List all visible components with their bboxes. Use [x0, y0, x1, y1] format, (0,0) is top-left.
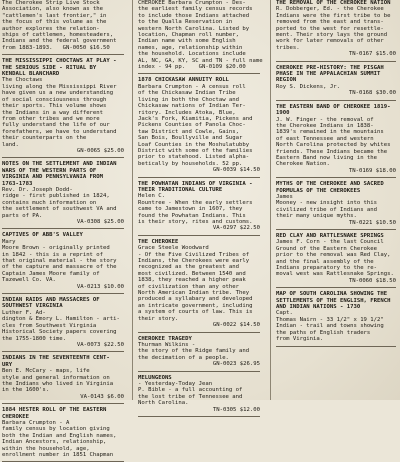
- entry-price: TN-0167 $15.00: [348, 51, 396, 58]
- catalog-entry: [276, 104, 400, 174]
- entry-title: INDIAN RAIDS AND MASSACRES OF SOUTHWEST VIRGINIA: [2, 297, 100, 310]
- entry-title: THE MISSISSIPPI CHOCTAWS AT PLAY - THE SERIOUS SIDE - RITUAL BY KENDALL BLANCHARD: [2, 58, 117, 78]
- entry-title: CHEROKEE PRE-HISTORY: THE PISGAH PHASE IN THE APPALACHIAN SUMMIT REGION: [276, 64, 384, 84]
- entry-price: TN-0305 $12.00: [212, 406, 260, 413]
- entry-description: Helen C. Rountree - When the early settlers came to Jamestown in 1607, they found the Powhatan Indians. This is their story, rites and customs.: [138, 193, 253, 225]
- entry-separator: [2, 351, 124, 352]
- entry-price: TN-0221 $10.50: [348, 219, 396, 226]
- column-right: [276, 0, 400, 400]
- entry-description: Ben E. McCary - maps, life style and general information on the Indians who lived in Virginia in the 1600's.: [2, 368, 114, 394]
- catalog-entry: [2, 297, 128, 348]
- catalog-entry: [2, 355, 128, 400]
- entry-separator: [138, 177, 260, 178]
- entry-title: NOTES ON THE SETTLEMENT AND INDIAN WARS OF THE WESTERN PARTS OF VIRGINIA AND PENNSYLVANIA FROM 1763-1783: [2, 161, 117, 187]
- entry-separator: [2, 157, 124, 158]
- entry-price: VA-0213 $10.00: [76, 283, 124, 290]
- catalog-entry: [138, 336, 264, 368]
- entry-title: THE REMOVAL OF THE CHEROKEE NATION: [276, 0, 391, 6]
- entry-price: VA-0297 $22.50: [212, 225, 260, 232]
- catalog-entry: [138, 375, 264, 413]
- catalog-entry: [2, 407, 128, 458]
- entry-title: 1878 CHICKASAW ANNUITY ROLL: [138, 77, 229, 84]
- entry-title: THE CHEROKEE: [138, 238, 179, 245]
- entry-price: GN-0039 $14.50: [212, 167, 260, 174]
- catalog-entry: [276, 65, 400, 97]
- catalog-entry: [276, 181, 400, 226]
- entry-description: Grace Steele Woodward - Of the Five Civilized Tribes of Indians, the Cherokees were early recognized as the greatest and most civilized. Between 1540 and 1838, they reached a higher peak of civilization than any other North American Indian tribe. They produced a syllabary and developed an intricate government, including a system of courts of law. This is their story.: [138, 245, 253, 322]
- column-divider: [270, 0, 271, 400]
- entry-description: Thurman Wilkins - the story of the Ridge family and the decimation of a people.: [138, 341, 250, 361]
- entry-description: Mary Moore Brown - originally printed in 1842 - this is a reprint of that original material - the story of the capture and massacre of the Captain James Moore family of Tazewell Co. VA.: [2, 238, 117, 284]
- entry-price: TN-0060 $18.50: [348, 277, 396, 284]
- entry-description: James Mooney - new insight into this civilized tribe of Indians and their many unique myths.: [276, 193, 378, 220]
- entry-separator: [276, 61, 396, 62]
- entry-separator: [2, 228, 124, 229]
- entry-separator: [276, 346, 396, 347]
- catalog-entry: [138, 77, 264, 173]
- catalog-entry: [138, 181, 264, 232]
- entry-price: GN-0023 $26.95: [212, 361, 260, 368]
- catalog-entry: [276, 0, 400, 58]
- entry-price: TN-0169 $18.00: [348, 167, 396, 174]
- entry-price: GN-0022 $14.50: [212, 322, 260, 329]
- entry-title: THE POWHATAN INDIANS OF VIRGINIA - THEIR TRADITIONAL CULTURE: [138, 180, 253, 193]
- column-middle: [138, 0, 264, 413]
- entry-title: MYTHS OF THE CHEROKEE AND SACRED FORMULAS OF THE CHEROKEES: [276, 181, 384, 194]
- entry-separator: [138, 73, 260, 74]
- entry-price: TN-0168 $30.00: [348, 90, 396, 97]
- entry-price: VA-0143 $6.00: [80, 393, 124, 400]
- entry-title: MAP OF SOUTH CAROLINA SHOWING THE SETTLEMENTS OF THE ENGLISH, FRENCH AND INDIAN NATIONS - 1730: [276, 291, 391, 311]
- entry-description: Luther F. Ad- dington & Emory L. Hamilton - arti- cles from Southwest Virginia Historical Society papers covering the 1755-1800 time.: [2, 309, 120, 342]
- entry-title: CHEROKEE TRAGEDY: [138, 335, 192, 342]
- catalog-entry: [276, 233, 400, 284]
- entry-price: GN-0065 $25.00: [76, 147, 124, 154]
- entry-description: Barbara Crumpton - A family census by location giving both the Indian and English names, Indian Ancestors, relationship, within the household, age, enrollment number in 1851 Chapman: [2, 419, 117, 458]
- entry-description: - Yesterday-Today Jean P. Bible - a full accounting of the lost tribe of Tennessee and North Carolina.: [138, 380, 243, 407]
- continued-text: The Cherokee Strip Live Stock Association, also known as the "cattlemen's last frontier," in the focus of this volume as the author explores the relation- ships of cattlemen, homesteaders, Indians and the federal government from 1883-1893. GN-0050 $16.50: [2, 0, 117, 51]
- entry-description: Capt. Thomas Nairn - 33 1/2" x 19 1/2" Indian - trail and towns showing the paths of English traders from Virginia.: [276, 310, 384, 343]
- continued-text: CHEROKEE Barbara Crumpton - Des- the earliest family census records to include those Indians attached to the Qualla Reservation in western North Carolina. Listed by location, Chapman roll number, Indian name with some English names, age, relationship within the household. Locations include AL, NC, GA, KY, SC and TN - full name index - 94 pp. GN-0109 $20.00: [138, 0, 263, 71]
- catalog-entry: [138, 239, 264, 329]
- entry-title: MELUNGEONS: [138, 374, 172, 381]
- entry-separator: [138, 371, 260, 372]
- entry-description: Barbara Crumpton - A census roll of the Chickasaw Indian Tribe living in both the Choctaw and Chickasaw nations of Indian Ter- ritory. Includes Atoka, Blue, Jack's Fork, Kiamitia, Pickens and Pickens Counties of Panola Choc- taw District and Cowle, Gains, San Bois, Boullyville and Sugar Loaf Counties in the Moshulatubby District with some of the families prior to statehood. Listed alpha- betically by households. 52 pp.: [138, 83, 253, 167]
- entry-description: R. Dobberger, Ed. - the Cherokee Indians were the first tribe to be removed from the east and trans- ported to the west for resettle- ment. Their story lays the ground work for later removals of other tribes.: [276, 6, 391, 51]
- entry-description: James F. Corn - the last Council Ground of the Eastern Cherokee prior to the removal was Red Clay, and the final assembly of the Indians preparatory to the re- moval west was Rattlesnake Springs.: [276, 239, 394, 278]
- entry-price: VA-0073 $22.50: [76, 341, 124, 348]
- entry-title: INDIANS IN THE SEVENTEENTH CENT- URY: [2, 355, 110, 368]
- entry-separator: [138, 332, 260, 333]
- entry-separator: [276, 177, 396, 178]
- entry-separator: [276, 229, 396, 230]
- entry-title: CAPTIVES OF ABB'S VALLEY: [2, 232, 83, 239]
- catalog-entry: [2, 58, 128, 154]
- entry-separator: [276, 100, 396, 101]
- entry-title: THE EASTERN BAND OF CHEROKEE 1819- 1900: [276, 103, 391, 117]
- entry-separator: [138, 235, 260, 236]
- catalog-entry: [2, 232, 128, 290]
- entry-price: VA-0308 $25.00: [76, 219, 124, 225]
- catalog-entry: [276, 291, 400, 342]
- catalog-entry: [2, 161, 128, 225]
- entry-title: 1884 HESTER ROLL OF THE EASTERN CHEROKEE: [2, 407, 107, 420]
- entry-separator: [2, 54, 124, 55]
- column-left: [0, 0, 128, 458]
- entry-description: Rev. Dr. Joseph Dodd- ridge - first published in 1824, contains much information on the settlement of southwest VA and parts of PA.: [2, 186, 117, 219]
- entry-description: Roy S. Dickens, Jr.: [276, 83, 340, 90]
- entry-separator: [138, 416, 260, 417]
- entry-description: The Choctaws living along the Mississippi River have given us a new understanding of social consciousness through their sports. This volume shows the Indians in a way different from other tribes and we more fully understand the life of our forefathers, we have to understand their counterparts on the land.: [2, 77, 117, 148]
- entry-separator: [276, 287, 396, 288]
- entry-description: J. W. Finger - the removal of the Cherokee Indians in 1838- 1839's remained in the mountains of east Tennessee and western North Carolina protected by whites friends. These Indians became the Eastern Band now living in the Cherokee Nation.: [276, 116, 391, 168]
- entry-separator: [2, 293, 124, 294]
- entry-title: RED CLAY AND RATTLESNAKE SPRINGS: [276, 233, 384, 239]
- entry-separator: [2, 403, 124, 404]
- column-divider: [132, 0, 133, 400]
